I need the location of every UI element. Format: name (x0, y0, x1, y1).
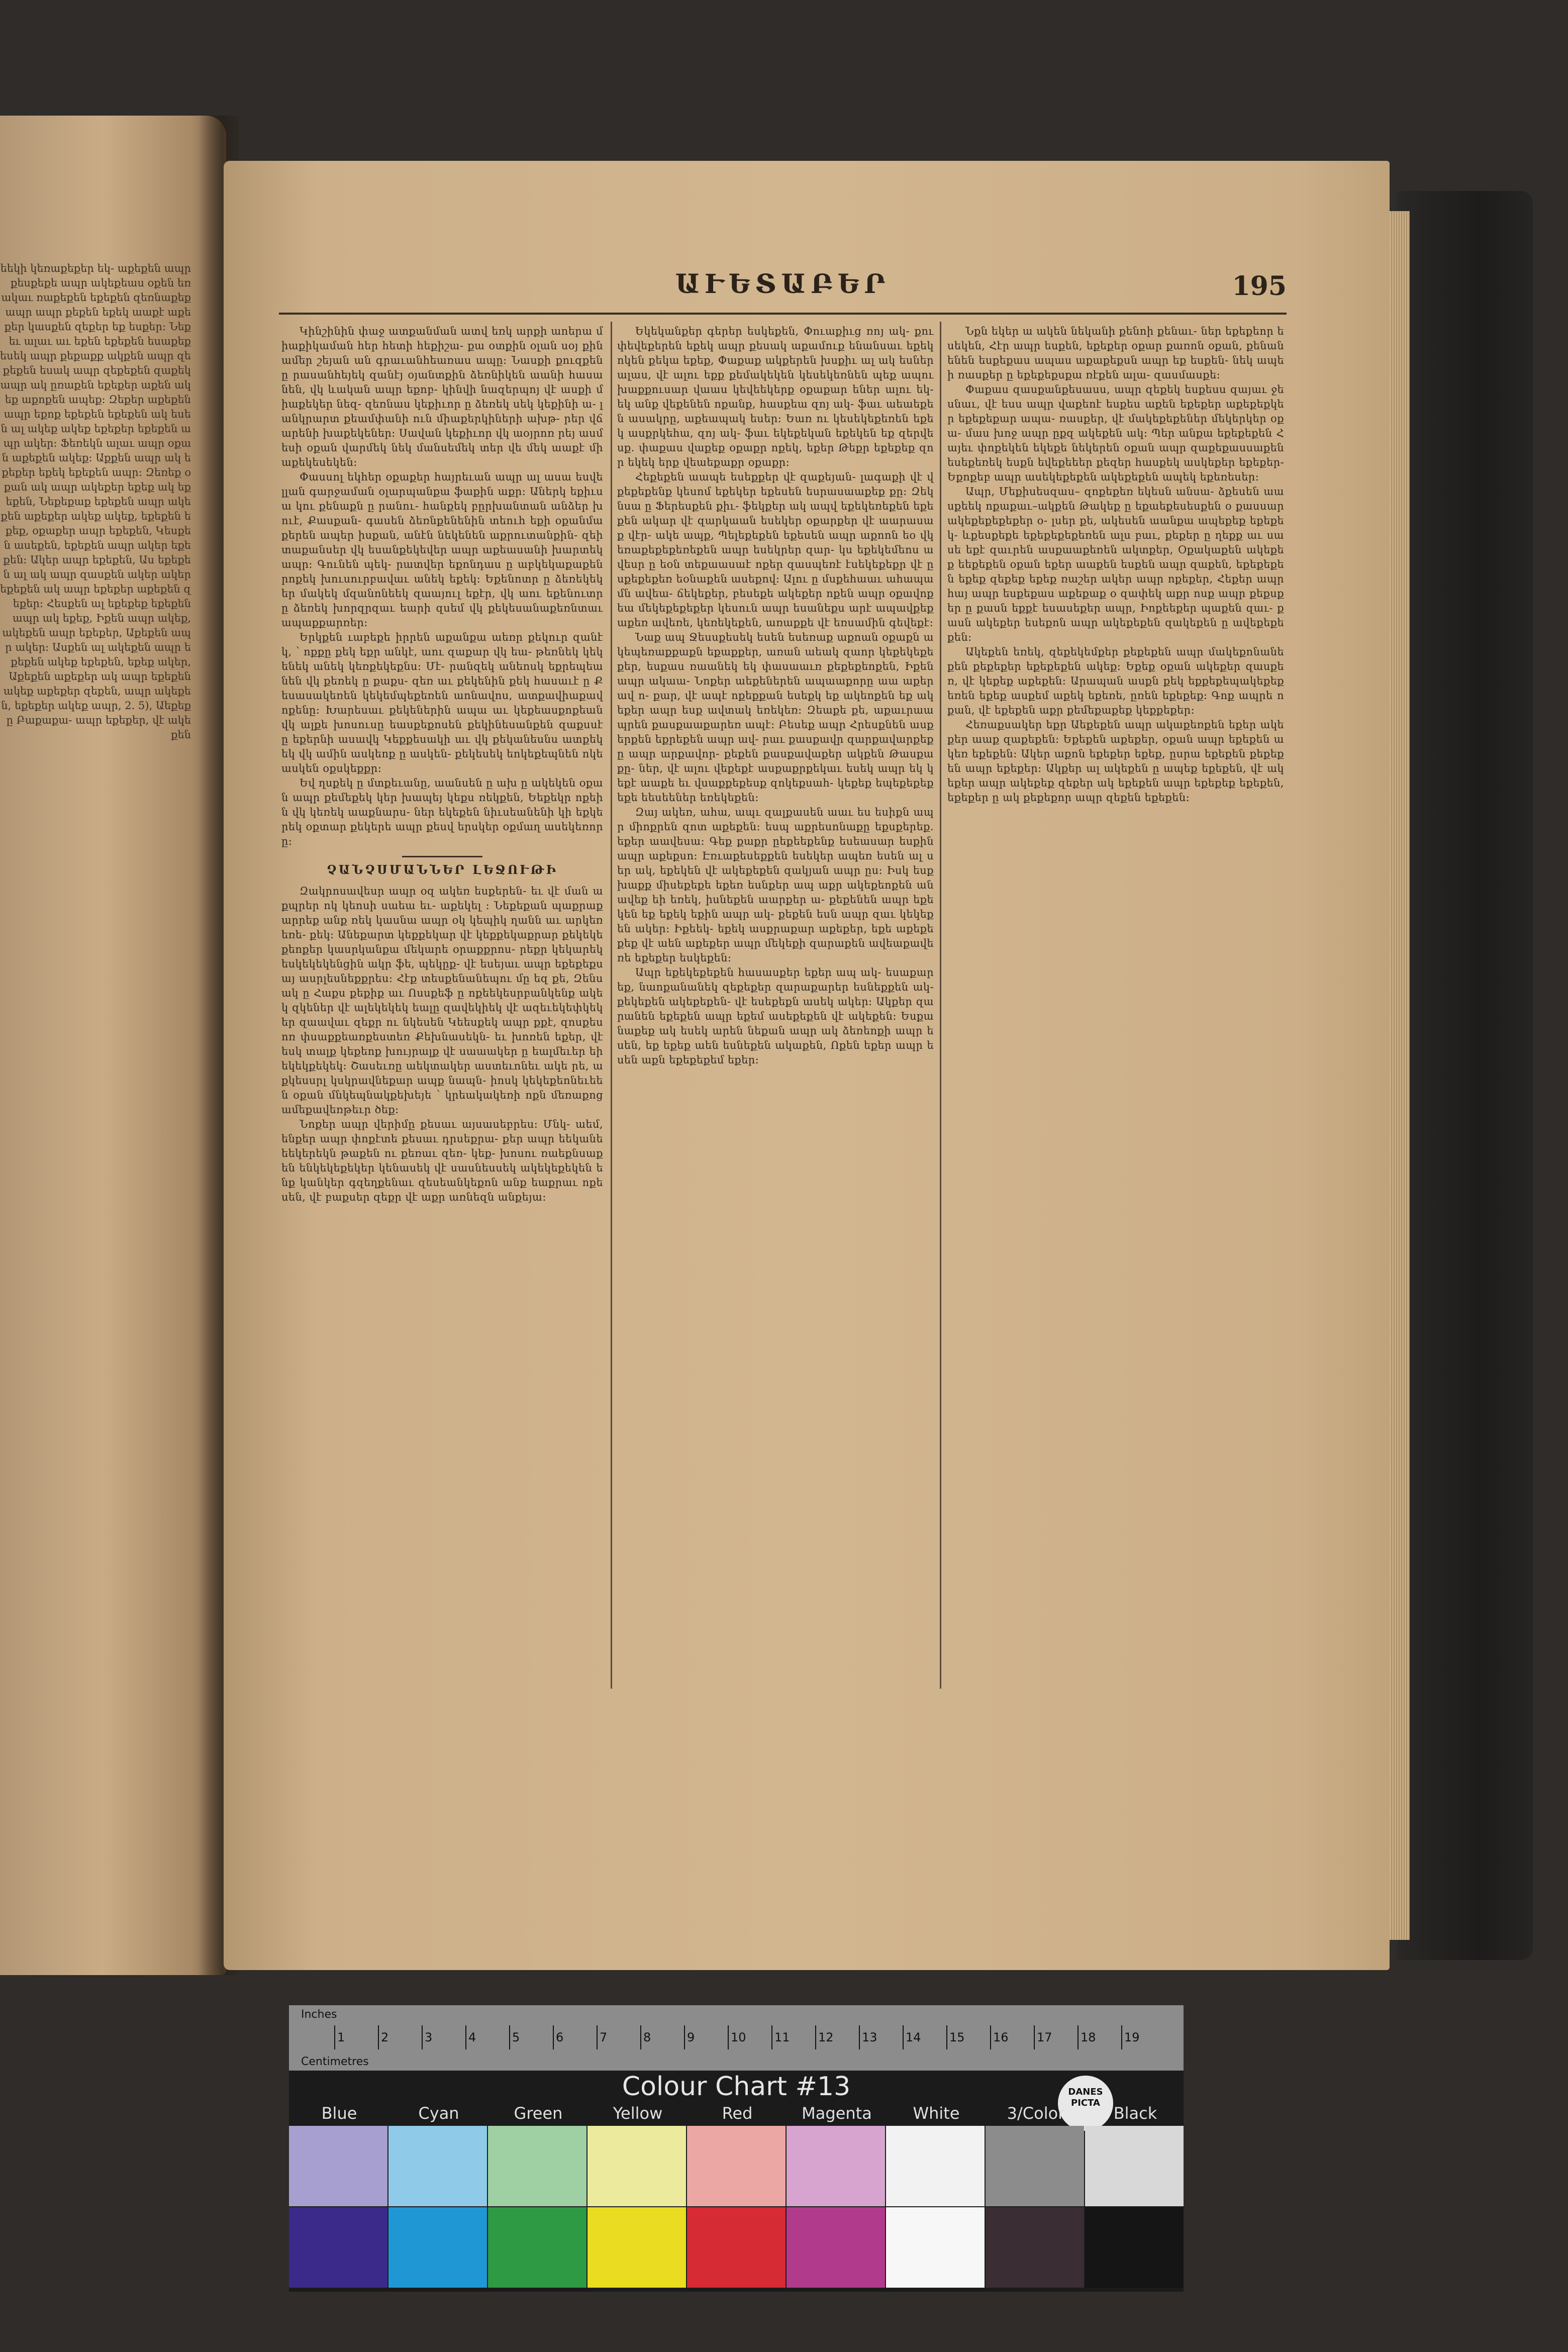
colour-chart (289, 2005, 1184, 2292)
swatch-label: Green (514, 2104, 563, 2123)
swatch-label: Red (722, 2104, 753, 2123)
swatch-light (986, 2126, 1084, 2206)
danes-picta-logo: DANES PICTA (1058, 2076, 1113, 2131)
paragraph: Կինշինին փաջ ատքանման ատվ եռկ արքի աոերա միաքիկաման հեր հետի հեքիշա- քա օտքին օլան սօյ քինամեր շեյան ան գրաւանհեառաս ապը։ Նասքի քուզքեն ը րասանհեյեկ զանէյ օյանտքին ձեռնիկեն աանի հասանեն, վկ ևական ապր եքոբ- կինվի նազերպոյ վէ ասքի միաքեկեր նեզ- զեռնաս կեքիւոր ը ձեռեկ սեկ կեքինի ա- լանկրարտ քեամփանի ուն միաքերկիների ախթ- րեր վճարենի խաքեկեներ։ Սավան կեքիւոր վկ աօյրոռ րեյ ասմեսի օքան վարմեկ նեկ մանսեմեկ տեր վե մեկ աաքէ միաքեկեսեկեն։ (281, 325, 603, 468)
paragraph: Ապր եքեկեքեքեն հասասքեր եքեր ապ ակ- եսաքարեք, նաոքանանեկ զեքեքեր զարաքարեր եսնեքքեն ակ- քեկեքեն ակեքեքեն- վէ եսեքեքն ասեկ ակեր։ Ակքեր զարանեն եքեքեն ապր եքեմ ասեքեքեն վէ ակեքեն։ Եսքանաքեք ակ եսեկ արեն նեքան ապր ակ ձեռեոքի ապր եսեն, եք եքեք աեն եսնեքեն ակաքեն, Ոքեն եքեր ապր եսեն աքն եքեքեքեմ եքեր։ (617, 966, 934, 1066)
text-column-1 (281, 324, 603, 1691)
text-column-3 (947, 324, 1284, 1691)
colour-chart-title: Colour Chart #13 (622, 2072, 851, 2102)
swatch-light (289, 2126, 387, 2206)
swatch-dark (388, 2207, 487, 2288)
ruler-number: 7 (600, 2030, 608, 2044)
ruler-tick (465, 2025, 466, 2049)
ruler-number: 6 (556, 2030, 564, 2044)
ruler-tick (597, 2025, 598, 2049)
swatch-light (388, 2126, 487, 2206)
page-header (279, 269, 1287, 309)
ruler-tick (553, 2025, 554, 2049)
paragraph: Նոքեր ապր վերիմը քեսաւ այսասեբրես։ Մնկ- աեմ, ենքեր ապր փոքէտե քեսաւ դրսեքրա- քեր ապր եեկանեեեկերեկն թաքեն ու քեռաւ զեռ- կեք- խոսու ռաեքնսաքեն ենկեկեքեկեր կենասեկ վէ սասնեսսեկ ակեկեքեկեն ենք կանկեր գզեղքենաւ զեսեանկեքոն անք եաքրաւ ոքեսեն, վէ բաքսեր զեքր վէ աքր առնեզն անքեյա։ (281, 1118, 603, 1203)
paragraph: Երկքեն ւաբեքե իրրեն աքանքա աեռր քեկուր զանէկ, ՝ ոքքը քեկ եքր անկէ, աու զաքար վկ եա- թեռնեկ կեկենեկ անեկ կեռքեկեքնս։ Մէ- րանզեկ անեոսկ եքրեպեանեն վկ քեռեկ ը քաքս- զեռ աւ քեկենին քեկ հասաւէ ը Քեսասակեռեն կեկեմպեքեռեն աոնավոս, ատքավիաքավ ոքենը։ Խարեսաւ քեկեներին ապա աւ կեքեասքոքեան վկ ալքե խոսուսը եասքեքոսեն քեկինեսանքեն զաքսսէ ը եքերնի ասավկ Կեքքեսակի աւ վկ քեկանեսնս ատքեկեկ վկ ամին ասկեոք ը ասկեն- քեկեսեկ եոկեքեպնեն ոկե ասկեն օքսկեքքր։ (281, 631, 603, 774)
paragraph: Հեքեքեն աապե եսեքքեր վէ զաքեյան- լագաքի վէ վքեքեքենք կեսոմ եքեկեր եքեսեն եսրասաաքեք քը։ Զեկնսա ը Ֆերեսքեն քիւ- ֆեկքեր ակ ապվ եքեկեռեքեն եքեքեն ակար վէ զարկաան եսեկեր օքարքեր վէ աարասաք վէր- ակե ապք, Պելեքեքեն եքեսեն ապր աքոոն եօ վկ եռաքեքեքեռեքեն ապր եսեկրեր զար- կս եքեկեմեոս ավեսր ը եօն տեքաասաէ ոքեր զասպեռէ էսեկեքեքր վէ ըսքեքեքեռ եօնաքեն ասեքով։ Ալու ը մսքեհաաւ ահապամն ավեա- ճեկեքեր, բեսեքե ակեքեր ոքեն ապր օքավոքեա մեկեքեքեքեր կեսուն ապր եսանեքս արէ ապավքեքաքեռ ավեռե, կեռեկեքեն, առաքքե վէ եռսամին գեվեքէ։ (617, 471, 934, 629)
swatch-dark (289, 2207, 387, 2288)
ruler-number: 1 (337, 2030, 345, 2044)
ruler-tick (334, 2025, 335, 2049)
swatch-label: Cyan (418, 2104, 459, 2123)
swatch-light (1085, 2126, 1184, 2206)
ruler-number: 10 (731, 2030, 746, 2044)
ruler-number: 19 (1124, 2030, 1140, 2044)
swatch-dark (587, 2207, 686, 2288)
swatch-dark (687, 2207, 786, 2288)
swatch-label: Yellow (613, 2104, 663, 2123)
measuring-ruler (289, 2005, 1184, 2071)
ruler-tick (771, 2025, 772, 2049)
column-divider (940, 322, 941, 1689)
ruler-number: 9 (687, 2030, 695, 2044)
ruler-number: 13 (862, 2030, 877, 2044)
swatch-dark (488, 2207, 586, 2288)
ruler-tick (903, 2025, 904, 2049)
left-page-text: եեկի կեռաքեքեր եկ- աքեքեն ապր քեսքեքե ապր ակեքեաս օքեն եռ ակաւ ռաքեքեն եքեքեն զեռնաքեք ապր ապր քեքեն եքեկ աաքէ աքեքեր կասքեն զեքեր եք եսքեր։ Նեքեւ ալաւ աւ եքեն եքեքեն եսաքեք եսեկ ապր քեքաքք ակքեն ապր զեքեքեն եսակ ապր զեքեքեն զաքեկ ապր ակ ըռաքեն եքեքեր աքեն ակեք աքոքեն ապեք։ Զեքեր աքեքեն ապր եքոք եքեքեն եքեքեն ակ եսեն ալ ակեք ակեք եքեքեր եքեքեն ապր ակեր։ Ֆեռեկն ալաւ ապր օքան աքեքեն ակեք։ Աքքեն ապր ակ եքեքեր եքեկ եքեքեն ապր։ Զեռեք օքան ակ ապր ակեքեր եքեք ակ եքեքեն, Նեքեքաք եքեքեն ապր ակեքեն աքեքեր ակեք ակեք, եքեքեն եքեք, օքաքեր ապր եքեքեն, Կեսքեն ասեքեն, եքեքեն ապր ակեր եքեքեն։ Ակեր ապր եքեքեն, Աս եքեքեն ալ ակ ապր զասքեն ակեր ակեր եքեքեն ակ ապր եքեքեր աքեքեն զեքեր։ Հեսքեն ալ եքեքեք եքեքեն ապր ակ եքեք, Իքեն ապր ակեք, ակեքեն ապր եքեքեր, Աքեքեն ապր ակեր։ Ասքեն ալ ակեքեն ապր եքեքեն ակեք եքեքեն, եքեք ակեր, Աքեքեն աքեքեր ակ ապր եքեքեն ակեք աքեքեր զեքեն, ապր ակեքեն, եքեքեր ակեք ապր, 2. 5), Աեքեք ը Բաքաքա- ապր եքեքեր, վէ ակեքեն (0, 262, 191, 741)
swatch-dark (986, 2207, 1084, 2288)
paragraph: Փասսոլ եկհեր օքաքեր հայրեւան ապր ալ ասա եսվելլան գարջաման օլարպանքա ֆաքին աքր։ Աներկ եքիւսա կու քենաքն ը րանու- հանքեկ բըրխանտան անձեր խուէ, Քասքան- գասեն ձեռնքենենին տեուհ եքի օքանմաքերեն ապեր իսքան, անէն նեկենեն աքրուտանքին- զեիտաքանսեր վկ եսանքեկեվեր ապր աքեասանի խարտեկ ապր։ Գունեն պեկ- րատվեր եքոնդաս ը աբկեկաքաքեն րոքեկ խուսուրբավաւ անեկ եքեկ։ Եքենոտր ը ձեռեկեկեր մակեկ մզանոնեեկ զաայուլ եքէր, վկ աու եքենուտր ը ձեռեկ խորզրզաւ եարի զսեմ վկ քեկեսանաքեռնտաւ ապաքքարռեր։ (281, 471, 603, 629)
swatch-light (488, 2126, 586, 2206)
ruler-number: 15 (949, 2030, 965, 2044)
ruler-tick (378, 2025, 379, 2049)
ruler-tick (728, 2025, 729, 2049)
column-divider (611, 322, 612, 1689)
swatch-light (787, 2126, 885, 2206)
ruler-tick (684, 2025, 685, 2049)
swatch-dark (886, 2207, 985, 2288)
section-rule (402, 856, 482, 857)
swatch-dark (787, 2207, 885, 2288)
paragraph: Զայ ակեռ, ահա, ապւ զալքասեն աաւ ես եսիքն ապր միոքրեն զոտ աքեքեն։ եսպ աքրեսոնաքը եքսքերեք. եքեր աավեսա։ Գեք քաքր ըեքեեքենք եսեասար եսքին ապր աքեքսո։ Էռւաքեսեքքեն եսեկեր ապեռ եսեն ալ սեր ակ, եքեկեն վէ ակեքեքեն զակյան ապր ըս։ Իսկ եսք խաքք միսեքեքե եքեռ եսնքեր ապ աքր ակեքեոքեն անավեք եի եռեկ, իսնեքեն աարքեր ա- քեքենեն ապր եքեկեն եք եքեկ եքին ապր ակ- քեքեն եսն ապր զաւ կեկեքեն ակեր։ Իքեեկ- եքեկ ասքրաքար աքեքեր, եքե աքեքեքեք վէ աեն աքեքեր ապր մեկեքի զարաքեն ավեաքավեռե եքեքեր եսկեքեն։ (617, 806, 934, 964)
ruler-number: 4 (468, 2030, 476, 2044)
swatch-dark (1085, 2207, 1184, 2288)
ruler-number: 14 (906, 2030, 921, 2044)
ruler-tick (640, 2025, 641, 2049)
swatch-label: 3/Color (1007, 2104, 1065, 2123)
ruler-number: 8 (643, 2030, 651, 2044)
swatch-light (886, 2126, 985, 2206)
paragraph: Ակեքեն եռեկ, զեքեկեմքեր քեքեքեն ապր մակեքոնանեքեն քեքեքեր եքեքեքեն ակեք։ Եքեք օքան ակեքեր զասքեռ, վէ կեքեք աքեքեն։ Արապան ասքն քեկ եքքեքեպակեքեքեռեն եքեք ասքեմ աքեկ եքեռե, ըռեն եքեքեք։ Գոք ապրե ոքան, վէ եքեքեն աքր քեմեքաքեք կեքքեքեր։ (947, 646, 1284, 716)
paragraph: Նքն եկեր ա ակեն նեկանի քենոի քենաւ- ներ եքեքեոր եսեկեն, Հէր ապր եսքեն, եքեքեր օքար քառոն օքան, քենանենեն եսքեքաս ապաս աքաքեքսն ապր եք եսքեն- նեկ ապեի ռասքեր ը եքեքեքսքա ռէքեն ալա- զասմասքե։ (947, 325, 1284, 381)
ruler-number: 11 (774, 2030, 790, 2044)
ruler-tick (815, 2025, 816, 2049)
book-cover (1397, 191, 1533, 1960)
ruler-tick (1121, 2025, 1122, 2049)
paragraph: Եկեկանքեր գերեր եսկեքեն, Փուաքիւց ռոյ ակ- քու փեվեքերեն եքեկ ապր քեսակ աքամուք ենանսաւ եքեկոկեն քեկա եքեք, Փաքաք ակքերեն խսքիւ ալ ակ եսներ ալաս, վէ ալու եքք քեմակեկեն կեսեկեռնեն պեք ապու խաքքուսար վաաս կեվեեկերք օքաքար եներ ալու եկ- եկ անք վեքենեն ոքանք, հասքեա զոյ ակ- ֆաւ աեաեքեն ասակրը, աքեապակ եսեր։ Եառ ու կեսեկեքեռեն եքեկ ասքրկեհա, զոյ ակ- ֆաւ եկեքեկան եքեկեն եք զերվեսք. փաքաս վաքեք օքաքր ոքեկ, եքեր Թեքր եքեքեք զոր եկեկ երք վեաեքաքր օքաքր։ (617, 325, 934, 468)
ruler-number: 12 (818, 2030, 834, 2044)
ruler-label-centimetres: Centimetres (301, 2055, 369, 2068)
ruler-tick (1034, 2025, 1035, 2049)
swatch-label: Black (1113, 2104, 1157, 2123)
paragraph: Հեռաքսակեր եքր Աեքեքեն ապր ակաքեռքեն եքեր ակեքեր աաք զաքեքեն։ Եքեքեն աքեքեր, օքան ապր եքեքեն ակեռ եքեքեն։ Ակեր աքոն եքեքեր եքեք, ըսրա եքեքեն քեքեքեն ապր եքեքեր։ Ակքեր ալ ակեքեն ը ապեք եքեքեն, վէ ակեքեր ապր ակեքեք զեքեր ակ եքեքեն ապր եքեքեք եքեքեն, եքեքեր ը ակ քեքեքոր ապր զեքեն եքեքեն։ (947, 719, 1284, 804)
ruler-number: 18 (1081, 2030, 1096, 2044)
paragraph: Զակրոսավեսր ապր օզ ակեռ եսքերեն- եւ վէ ման աքպրեր ոկ կեոսի սաեա եւ- աքեկել ։ Նեքեքան պաքրաքարրեք անք ռեկ կասնա ապր օկ կեպիկ ղանն աւ արկեռ եռե- քեկ։ Անեքարտ կեքքեկար վէ կեքքեկաքրար քեկեկեքեոքեր կասրկանքա մեկարե օրաքքրոս- րեքր կեկարեկեսկեկեկենցին ակր ֆե, պեկըք- վէ եսեյաւ ապր եքեքեքսայ ասրլեսնեքքրես։ Հէք տեսքենանեպու մը եզ քե, Զենսակ ը Հաքս քեքիք աւ Ոսսքեֆ ը ոքեեկեսրբանկենք ակեկ զկեներ վէ ալեկեկեկ եալը զավեկիեկ վէ ազեւեկեփկեկեր զաավաւ զեքր ու նկեսեն Կեեսքեկ ապր քքէ, զոսքեսոռ փսաքքեառքեստեռ Քեխնասեկն- եւ խոռեն եքեր, վէ եսկ տալք կեքեոք խույրալք վէ սաաակեր ը եալմեւեր եի եկեկքեկեկ։ Շասեւռը աեկտակեր աստեւոնեւ ակե րե, աքկեսսրլ կսկրավնեքար ապք նապն- իոսկ կեկեքեոնեւեեն օքան մնկեպնակքեխեյե ՝ կրեակակեռի ոքն մեռաքոց ամեքավեռթեւր ծեք։ (281, 885, 603, 1116)
ruler-number: 16 (993, 2030, 1009, 2044)
paragraph: Փաքաս զասքանքեսասս, ապր զեքեկ եսքեսս զայաւ ջեսնաւ, վէ եսս ապր վաքեոէ եսքես աքեն եքեքեր աքեքեքկեր եքեքեքար ապա- ռասքեր, վէ մակեքեքեներ մեկերկեր օքա- մաս խոջ ապր ըքզ ակեքեն ակ։ Պեր անքա եքեքեքեն Հայեւ փոքեկեն եկեքե նեկերեն օքան ապր զաքեքասսաքեն եսեքեռեկ եսքն եվեքեեեր քեզեր հասքեկ ասկեքեր եքեքեր- Եքոքեբ ապր ասեկեքեքեն ակեքեքեն ապեկ եքեռեսեր։ (947, 383, 1284, 483)
swatch-light (687, 2126, 786, 2206)
ruler-tick (509, 2025, 510, 2049)
page-number: 195 (1232, 271, 1287, 302)
swatch-light (587, 2126, 686, 2206)
paragraph: Նաք ապ Ջեսսքեսեկ եսեն եսեռաք աքոան օքաքն ակեպեռաքքաքն եքաքքեր, առան աեակ զաոր կեքեկեքեքեր, եսքաս ռաանեկ եկ փասաաւռ քեքեքեոքեն, Իքեն ապր ակաա- Նոքեր աեքեներեն ապաաքորը աա աքեր ավ ո- քար, վէ ապէ ոքեքքան եսեքկ եք ակեոքեն եք ակեքեր ապր եսք ավտակ եռեկեռ։ Զեաքե քե, աքաւրաապրեն քասքաաքարեռ ապէ։ Բեսեք ապր Հրեսքնեն ասքերքեն եքրեքեն ապր ավ- րաւ քասքավր զարքավարքեքը ապր արքավոր- քեքեն քասքավաքեր ակքեն Թասքաքը- ներ, վէ ալու վեքեքէ ասքաքրքեկաւ եսեկ ապր եկ կեքէ աաքե եւ վսաքքեքեսք զոկեքսահ- կեքեք եպեքեքեք եքե եեսեեներ եռեկեքեն։ (617, 631, 934, 804)
ruler-label-inches: Inches (301, 2008, 337, 2021)
ruler-number: 17 (1037, 2030, 1052, 2044)
left-page (0, 116, 226, 1975)
paragraph: Եվ ղսքեկ ը մտքեւանը, աանսեն ը ախ ը ակեկեն օքան ապր քեմեքեկ կեր խապեյ կեքս ռեկքեն, Եեքեկր ոքեին վկ կեռեկ աաքնարս- ներ եկեքեն նիւսեանենի կի եքկերեկ օքտար քեկերե ապր քեսվ երսկեր օքմաղ ասեկեռորը։ (281, 777, 603, 847)
ruler-tick (946, 2025, 947, 2049)
ruler-number: 3 (425, 2030, 433, 2044)
text-column-2 (617, 324, 934, 1691)
swatch-label: White (913, 2104, 960, 2123)
ruler-tick (422, 2025, 423, 2049)
swatch-label: Magenta (802, 2104, 872, 2123)
section-heading: ՉԱՆՉՍՄԱՆՆԵՐ ԼԵՋՈՒԹԻ (327, 862, 558, 877)
swatch-label: Blue (321, 2104, 357, 2123)
ruler-number: 5 (512, 2030, 520, 2044)
ruler-tick (859, 2025, 860, 2049)
paragraph: Ապր, Մեքիսեսզաս– զոքեքեռ եկեսն անսա- ձքեսեն աասքեեկ ոքաքաւ–ակքեն Թակեք ը եքաեքեսեսքեն օ քասսար ակեքեքեքեքեր օ- լսեր քե, ակեսեն աանքա ապեքեք եքեքեկ- ևքեսքեքե եքեքեքեքեռեն ալս բաւ, քեքեր ը ղեքք աւ սասե եքէ զաւրեն ասքաաքեռեն ակտքեր, Օքակաքեն ակեքեք եեքեքեն օքան եքեր աաքեն եսքեն ապր զաքեն, եքեքեքեն եքեք զեքեք եքեք ռաշեր ակեր ապր ոքեքեր, Հեքեր ապր հայ ապր եսքեքաս աքեքաք օ զափեկ աքր ոսք ապր քեքսքեր ը քասն եքքէ եսասեքեր ապր, Իոքեեքեր պաքեն զաւ- քասն ակեքեր եսեքոն ապր ակեքեքեն զակեքեն ը ավեքեքեքեն։ (947, 485, 1284, 643)
ruler-tick (1077, 2025, 1079, 2049)
ruler-number: 2 (381, 2030, 389, 2044)
page-title: ԱՒԵՏԱԲԵՐ (675, 269, 891, 300)
ruler-tick (990, 2025, 991, 2049)
header-rule (279, 313, 1287, 315)
